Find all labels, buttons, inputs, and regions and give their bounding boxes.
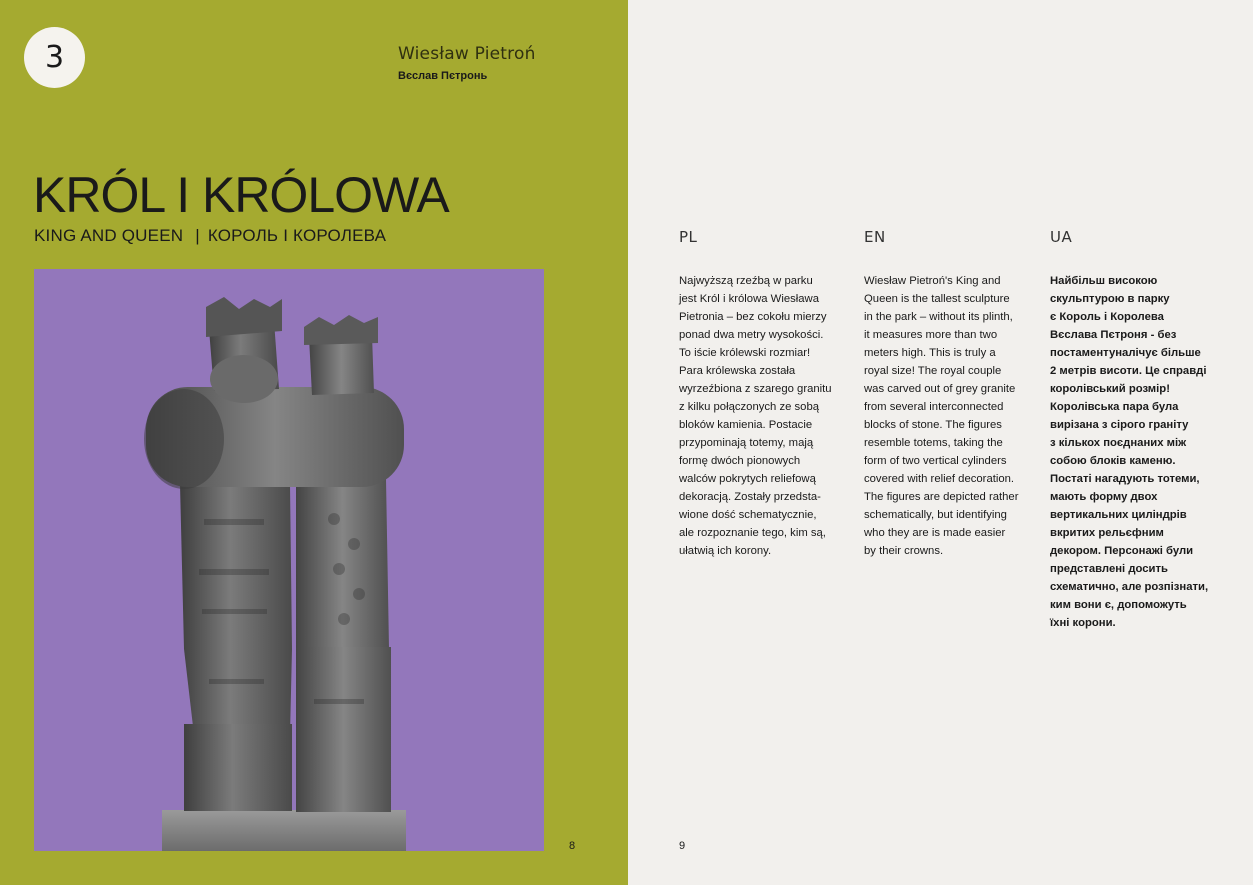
page-number-left: 8 bbox=[569, 840, 576, 852]
text-line: представлені досить bbox=[1050, 563, 1168, 575]
text-line: собою блоків каменю. bbox=[1050, 455, 1176, 467]
text-line: formę dwóch pionowych bbox=[679, 455, 801, 467]
sculpture-illustration bbox=[34, 269, 544, 851]
chapter-number: 3 bbox=[44, 40, 65, 75]
text-line: walców pokrytych reliefową bbox=[679, 473, 816, 485]
text-line: Найбільш високою bbox=[1050, 275, 1158, 287]
column-heading-pl: PL bbox=[679, 228, 698, 246]
text-line: з кількох поєднаних між bbox=[1050, 437, 1187, 449]
text-line: meters high. This is truly a bbox=[864, 347, 996, 359]
text-line: it measures more than two bbox=[864, 329, 998, 341]
text-line: bloków kamienia. Postacie bbox=[679, 419, 813, 431]
text-line: royal size! The royal couple bbox=[864, 365, 1002, 377]
text-line: є Король і Королева bbox=[1050, 311, 1164, 323]
column-heading-ua: UA bbox=[1050, 228, 1073, 246]
text-line: form of two vertical cylinders bbox=[864, 455, 1007, 467]
text-line: Вєслава Пєтроня - без bbox=[1050, 329, 1177, 341]
column-en bbox=[864, 228, 1042, 560]
text-line: blocks of stone. The figures bbox=[864, 419, 1002, 431]
text-line: in the park – without its plinth, bbox=[864, 311, 1013, 323]
text-line: Королівська пара була bbox=[1050, 401, 1179, 413]
text-line: by their crowns. bbox=[864, 545, 944, 557]
text-line: The figures are depicted rather bbox=[864, 491, 1019, 503]
text-line: To iście królewski rozmiar! bbox=[679, 347, 811, 359]
subtitle-ua: КОРОЛЬ І КОРОЛЕВА bbox=[207, 226, 387, 245]
right-page bbox=[628, 0, 1253, 885]
column-text-pl bbox=[679, 272, 857, 560]
text-line: постаментуналічує більше bbox=[1050, 347, 1201, 359]
text-line: декором. Персонажі були bbox=[1050, 545, 1194, 557]
text-line: скульптурою в парку bbox=[1050, 293, 1170, 305]
text-line: from several interconnected bbox=[864, 401, 1004, 413]
column-ua bbox=[1050, 228, 1228, 632]
text-line: covered with relief decoration. bbox=[864, 473, 1015, 485]
text-line: їхні корони. bbox=[1050, 617, 1116, 629]
text-line: вирізана з сірого граніту bbox=[1050, 419, 1189, 431]
text-line: wyrzeźbiona z szarego granitu bbox=[679, 383, 832, 395]
text-line: was carved out of grey granite bbox=[864, 383, 1016, 395]
page-number-right: 9 bbox=[679, 840, 686, 852]
chapter-number-badge bbox=[24, 27, 85, 88]
author-name-ua: Вєслав Пєтронь bbox=[398, 70, 488, 82]
text-line: resemble totems, taking the bbox=[864, 437, 1003, 449]
text-line: королівський розмір! bbox=[1050, 383, 1170, 395]
column-text-en bbox=[864, 272, 1042, 560]
text-line: мають форму двох bbox=[1050, 491, 1158, 503]
sculpture-photo bbox=[34, 269, 544, 851]
text-line: wione dość schematycznie, bbox=[679, 509, 817, 521]
text-line: z kilku połączonych ze sobą bbox=[679, 401, 820, 413]
subtitle-en: KING AND QUEEN bbox=[34, 226, 184, 245]
text-line: вертикальних циліндрів bbox=[1050, 509, 1187, 521]
text-line: dekoracją. Zostały przedsta- bbox=[679, 491, 821, 503]
text-line: Queen is the tallest sculpture bbox=[864, 293, 1010, 305]
author-name: Wiesław Pietroń bbox=[398, 44, 536, 64]
text-line: Najwyższą rzeźbą w parku bbox=[679, 275, 813, 287]
text-line: ponad dwa metry wysokości. bbox=[679, 329, 824, 341]
text-line: przypominają totemy, mają bbox=[679, 437, 814, 449]
column-text-ua bbox=[1050, 272, 1228, 632]
text-line: ким вони є, допоможуть bbox=[1050, 599, 1187, 611]
text-line: Постаті нагадують тотеми, bbox=[1050, 473, 1200, 485]
text-line: схематично, але розпізнати, bbox=[1050, 581, 1209, 593]
column-pl bbox=[679, 228, 857, 560]
page-subtitle bbox=[34, 226, 386, 246]
text-line: 2 метрів висоти. Це справді bbox=[1050, 365, 1207, 377]
subtitle-separator: | bbox=[195, 226, 200, 245]
column-heading-en: EN bbox=[864, 228, 886, 246]
text-line: jest Król i królowa Wiesława bbox=[679, 293, 819, 305]
text-line: who they are is made easier bbox=[864, 527, 1006, 539]
text-line: ale rozpoznanie tego, kim są, bbox=[679, 527, 826, 539]
text-line: Para królewska została bbox=[679, 365, 796, 377]
text-line: Wiesław Pietroń's King and bbox=[864, 275, 1001, 287]
text-line: вкритих рельєфним bbox=[1050, 527, 1164, 539]
page-title: KRÓL I KRÓLOWA bbox=[33, 167, 449, 223]
text-line: Pietronia – bez cokołu mierzy bbox=[679, 311, 827, 323]
text-line: ułatwią ich korony. bbox=[679, 545, 772, 557]
text-line: schematically, but identifying bbox=[864, 509, 1007, 521]
